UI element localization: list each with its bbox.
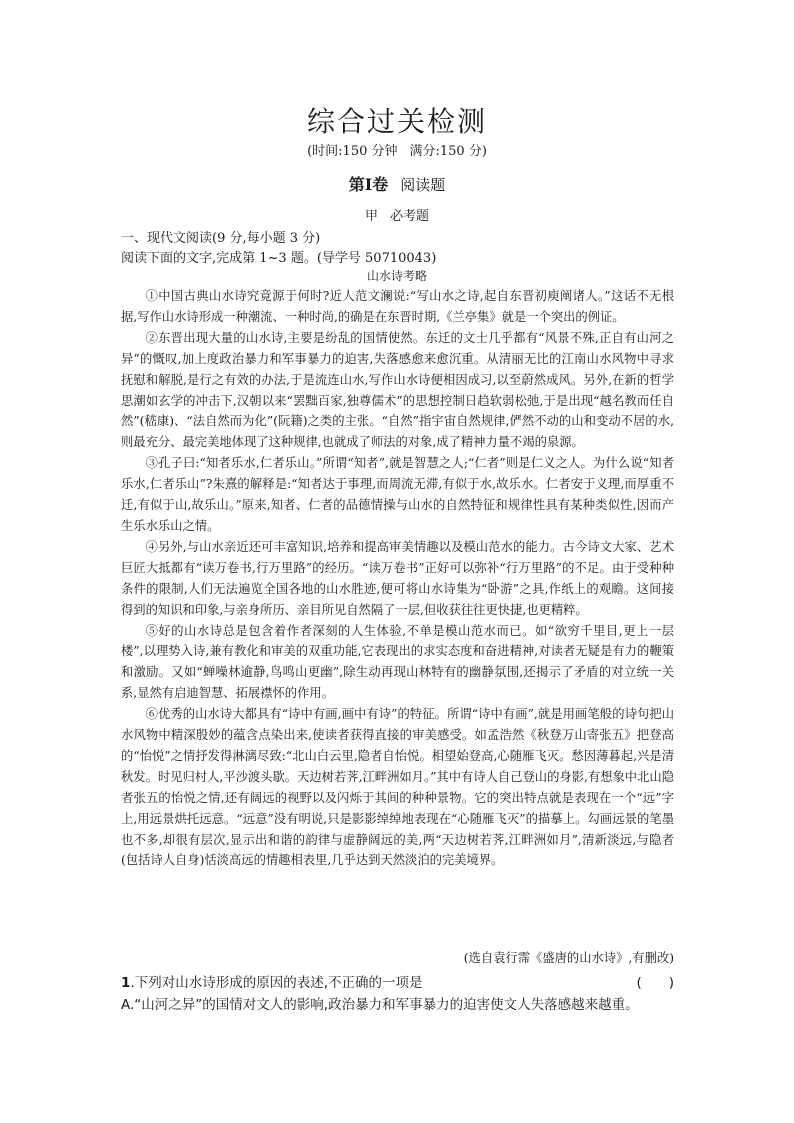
paragraph-2: ②东晋出现大量的山水诗,主要是纷乱的国情使然。东迁的文士几乎都有“风景不殊,正自有山河之异”的慨叹,加上度政治暴力和军事暴力的迫害,失落感愈来愈沉重。从清丽无比的江南山水风物中寻求抚慰和解脱,是行之有效的办法,于是流连山水,写作山水诗便相因成习,以至蔚然成风。另外,在新的哲学思潮如玄学的冲击下,汉朝以来“罢黜百家,独尊儒术”的思想控制日趋软弱松弛,于是出现“越名教而任自然”(嵇康)、“法自然而为化”(阮籍)之类的主张。“自然”指宇宙自然规律,俨然不动的山和变动不居的水,则最充分、最完美地体现了这种规律,也就成了师法的对象,成了精神力量不竭的泉源。 bbox=[121, 330, 674, 450]
full-score: 满分:150 分) bbox=[409, 144, 487, 159]
passage-source: (选自袁行霈《盛唐的山水诗》,有删改) bbox=[463, 951, 674, 965]
paragraph-4: ④另外,与山水亲近还可丰富知识,培养和提高审美情趣以及模山范水的能力。古今诗文大家、艺术巨匠大抵都有“读万卷书,行万里路”的经历。“读万卷书”正好可以弥补“行万里路”的不足。由于受种种条件的限制,人们无法遍览全国各地的山水胜迹,便可将山水诗集为“卧游”之具,作纸上的观瞻。这间接得到的知识和印象,与亲身所历、亲目所见自然隔了一层,但收获往往更快捷,也更精粹。 bbox=[121, 539, 674, 617]
exam-info bbox=[0, 140, 794, 159]
task-instruction: 阅读下面的文字,完成第 1~3 题。(导学号 50710043) bbox=[121, 251, 437, 266]
question-stem: .下列对山水诗形成的原因的表述,不正确的一项是 bbox=[130, 975, 423, 991]
passage-body bbox=[121, 286, 674, 871]
paragraph-6: ⑥优秀的山水诗大都具有“诗中有画,画中有诗”的特征。所谓“诗中有画”,就是用画笔般的诗句把山水风物中精深殷妙的蕴含点染出来,使读者获得直接的审美感受。如孟浩然《秋登万山寄张五》把登高的“怡悦”之情抒发得淋漓尽致:“北山白云里,隐者自怡悦。相望始登高,心随雁飞灭。愁因薄暮起,兴是清秋发。时见归村人,平沙渡头歇。天边树若荠,江畔洲如月。”其中有诗人自己登山的身影,有想象中北山隐者张五的怡悦之情,还有阔远的视野以及闪烁于其间的种种景物。它的突出特点就是表现在一个“远”字上,用远景烘托远意。“远意”没有明说,只是影影绰绰地表现在“心随雁飞灭”的描摹上。勾画远景的笔墨也不多,却很有层次,显示出和谐的韵律与虚静阔远的美,两“天边树若荠,江畔洲如月”,清新淡远,与隐者(包括诗人自身)恬淡高远的情趣相表里,几乎达到天然淡泊的完美境界。 bbox=[121, 707, 674, 868]
part-volume: 第Ⅰ卷 bbox=[348, 175, 389, 194]
question-number: 1 bbox=[121, 975, 131, 991]
page-title: 综合过关检测 bbox=[306, 105, 487, 138]
question-1 bbox=[121, 971, 674, 991]
part-name: 阅读题 bbox=[400, 176, 446, 194]
section-heading bbox=[0, 205, 794, 224]
answer-bracket: ( ) bbox=[636, 975, 674, 991]
task-heading: 一、现代文阅读(9 分,每小题 3 分) bbox=[121, 231, 321, 246]
option-a: A.“山河之异”的国情对文人的影响,政治暴力和军事暴力的迫害使文人失落感越来越重。 bbox=[121, 997, 639, 1013]
paragraph-5: ⑤好的山水诗总是包含着作者深刻的人生体验,不单是模山范水而已。如“欲穷千里目,更上一层楼”,以理势入诗,兼有教化和审美的双重功能,它表现出的求实态度和奋进精神,对读者无疑是有力的鞭策和激励。又如“蝉噪林逾静,鸟鸣山更幽”,除生动再现山林特有的幽静氛围,还揭示了矛盾的对立统一关系,显然有启迪智慧、拓展襟怀的作用。 bbox=[121, 623, 674, 701]
section-group: 甲 bbox=[364, 209, 378, 224]
time-limit: (时间:150 分钟 bbox=[307, 144, 398, 159]
passage-title: 山水诗考略 bbox=[366, 269, 427, 283]
section-name: 必考题 bbox=[390, 209, 430, 224]
part-heading bbox=[0, 172, 794, 195]
paragraph-1: ①中国古典山水诗究竟源于何时?近人范文澜说:“写山水之诗,起自东晋初庾阐诸人。”这话不无根据,写作山水诗形成一种潮流、一种时尚,的确是在东晋时期,《兰亭集》就是一个突出的例证。 bbox=[121, 289, 674, 324]
paragraph-3: ③孔子曰:“知者乐水,仁者乐山。”所谓“知者”,就是智慧之人;“仁者”则是仁义之人。为什么说“知者乐水,仁者乐山”?朱熹的解释是:“知者达于事理,而周流无滞,有似于水,故乐水。仁者安于义理,而厚重不迁,有似于山,故乐山。”原来,知者、仁者的品德情操与山水的自然特征和规律性具有某种类似性,因而产生乐水乐山之情。 bbox=[121, 456, 674, 533]
